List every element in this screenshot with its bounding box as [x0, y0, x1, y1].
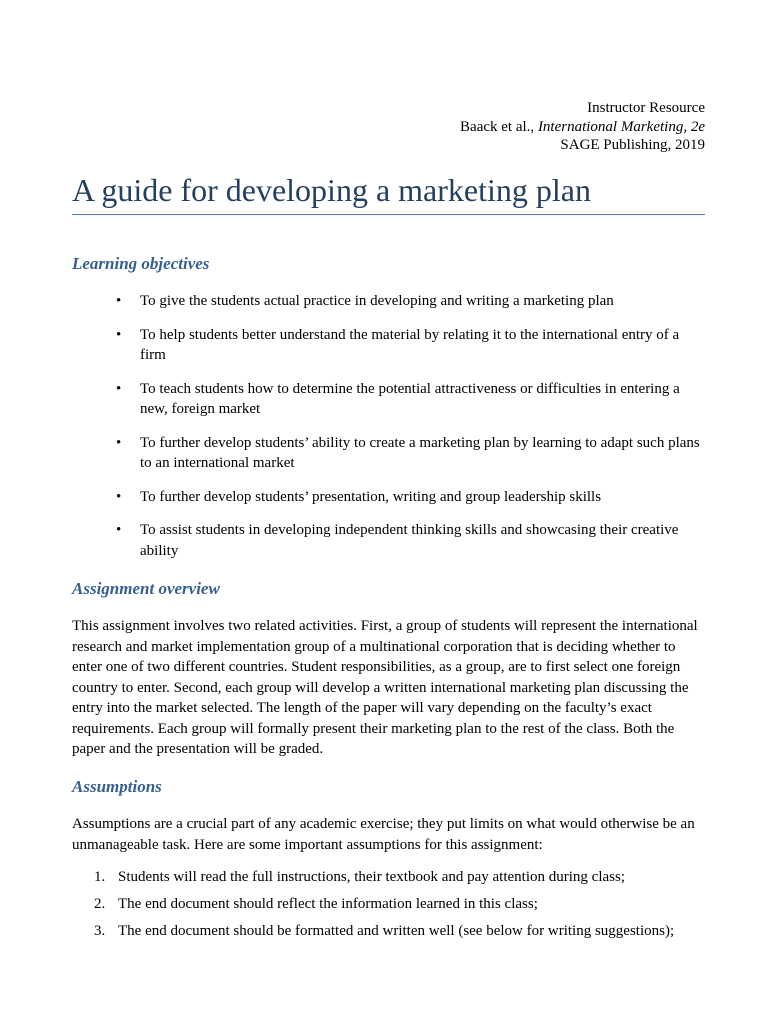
list-item — [94, 921, 728, 941]
learning-objectives-heading: Learning objectives — [72, 254, 210, 273]
list-item-text: To give the students actual practice in developing and writing a marketing plan — [140, 293, 614, 309]
list-item-text: To further develop students’ presentation, writing and group leadership skills — [140, 488, 602, 505]
bullet-icon: • — [116, 293, 122, 309]
list-item-text: To assist students in developing independent thinking skills and showcasing their creative ability — [140, 522, 679, 559]
list-item — [116, 433, 705, 474]
list-item-number: 2. — [94, 895, 106, 912]
header-authors: Baack et al., — [460, 118, 538, 135]
list-item-number: 1. — [94, 869, 106, 885]
bullet-icon: • — [116, 326, 122, 343]
header-book-title: International Marketing, 2e — [537, 118, 705, 135]
page-title: A guide for developing a marketing plan — [72, 170, 705, 215]
header-publisher: SAGE Publishing, 2019 — [560, 137, 705, 153]
list-item-text: Students will read the full instructions, their textbook and pay attention during class; — [118, 869, 625, 885]
list-item-text: The end document should reflect the information learned in this class; — [118, 895, 538, 912]
list-item-text: To teach students how to determine the potential attractiveness or difficulties in entering a new, foreign market — [140, 380, 680, 417]
bullet-icon: • — [116, 488, 122, 505]
learning-objectives-list — [116, 291, 705, 574]
assignment-overview-heading: Assignment overview — [72, 579, 220, 598]
list-item — [116, 520, 705, 561]
list-item-text: The end document should be formatted and written well (see below for writing suggestions); — [118, 922, 675, 939]
list-item-text: To further develop students’ ability to create a marketing plan by learning to adapt such plans to an international market — [140, 434, 700, 471]
document-header — [460, 99, 705, 155]
assumptions-list — [94, 867, 728, 947]
header-resource-label: Instructor Resource — [587, 100, 705, 116]
bullet-icon: • — [116, 522, 122, 538]
list-item — [116, 379, 705, 420]
header-citation — [460, 118, 705, 137]
list-item — [116, 487, 705, 508]
list-item — [116, 291, 705, 312]
assignment-overview-paragraph: This assignment involves two related activities. First, a group of students will represent the international research and market implementation group of a multinational corporation that is deciding whether to enter one of two different countries. Student responsibilities, as a group, are to first select one foreign country to enter. Second, each group will develop a written international marketing plan discussing the entry into the market selected. The length of the paper will vary depending on the faculty’s exact requirements. Each group will formally present their marketing plan to the rest of the class. Both the paper and the presentation will be graded. — [72, 618, 698, 757]
list-item — [94, 894, 728, 914]
bullet-icon: • — [116, 434, 122, 451]
list-item — [94, 867, 728, 887]
bullet-icon: • — [116, 380, 122, 397]
assumptions-intro-paragraph: Assumptions are a crucial part of any academic exercise; they put limits on what would otherwise be an unmanageable task. Here are some important assumptions for this assignment: — [72, 816, 695, 853]
list-item — [116, 325, 705, 366]
assumptions-heading: Assumptions — [72, 777, 162, 796]
list-item-number: 3. — [94, 922, 106, 939]
list-item-text: To help students better understand the material by relating it to the international entry of a firm — [140, 326, 680, 363]
